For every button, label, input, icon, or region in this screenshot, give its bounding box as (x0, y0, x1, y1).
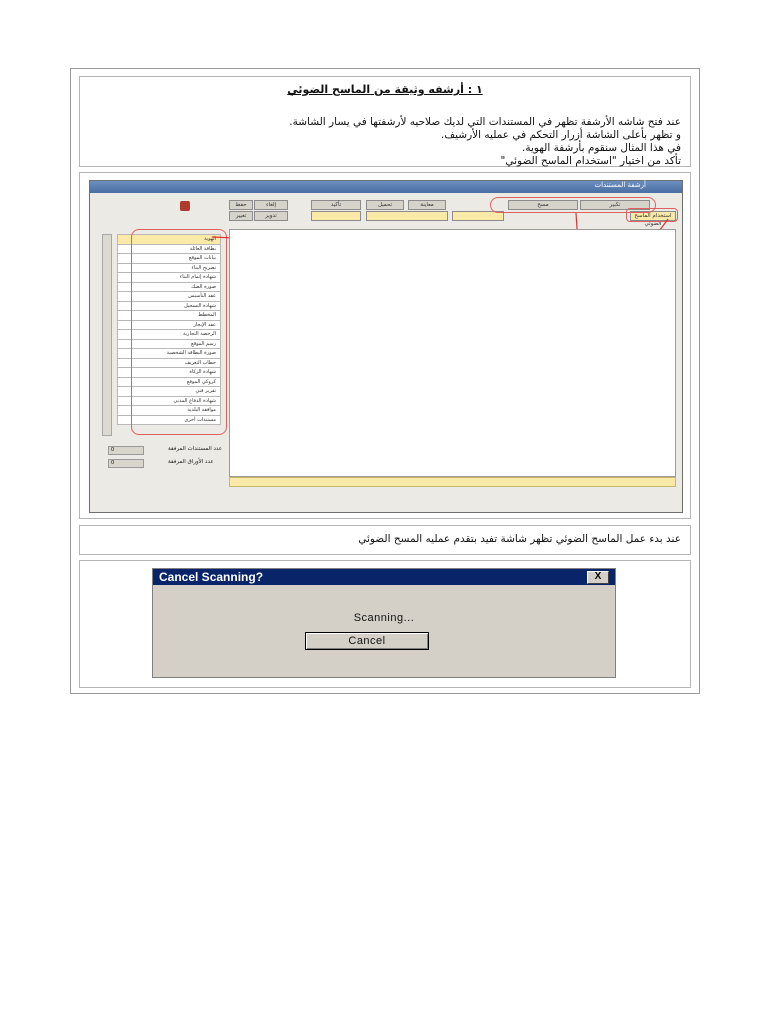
list-item[interactable]: تصريح البناء (117, 264, 221, 274)
list-item[interactable]: تقرير فني (117, 387, 221, 397)
list-item[interactable]: كروكي الموقع (117, 378, 221, 388)
preview-area (229, 229, 676, 477)
toolbar-btn-9[interactable]: تكبير (580, 200, 650, 210)
intro-line-4: تأكد من اختيار "استخدام الماسح الضوئي" (500, 155, 681, 167)
list-item[interactable]: صورة البطاقة الشخصية (117, 349, 221, 359)
toolbar-btn-8[interactable]: مسح (508, 200, 578, 210)
list-item[interactable]: شهادة التسجيل (117, 302, 221, 312)
list-item[interactable]: شهادة الدفاع المدني (117, 397, 221, 407)
list-item[interactable]: شهادة إتمام البناء (117, 273, 221, 283)
toolbar-btn-2[interactable]: إلغاء (254, 200, 288, 210)
list-item[interactable]: صورة الصك (117, 283, 221, 293)
archive-app-screenshot (89, 180, 683, 513)
cancel-scanning-dialog (152, 568, 616, 678)
status-bar (229, 477, 676, 487)
toolbar-btn-3[interactable]: تغيير (229, 211, 253, 221)
list-item[interactable]: شهادة الزكاة (117, 368, 221, 378)
dialog-title: Cancel Scanning? (159, 570, 264, 584)
close-icon[interactable]: X (587, 571, 609, 584)
note-cell (79, 525, 691, 555)
app-title: أرشفة المستندات (594, 181, 646, 189)
toolbar-btn-6[interactable]: تحميل (366, 200, 404, 210)
document-frame (70, 68, 700, 694)
list-item[interactable]: مستندات أخرى (117, 416, 221, 426)
list-item[interactable]: عقد الإيجار (117, 321, 221, 331)
toolbar-btn-4[interactable]: تدوير (254, 211, 288, 221)
list-item[interactable]: عقد التأسيس (117, 292, 221, 302)
stat-pages-value: 0 (108, 459, 144, 468)
list-item[interactable]: بيانات الموقع (117, 254, 221, 264)
dialog-cell (79, 560, 691, 688)
list-item[interactable]: الرخصة التجارية (117, 330, 221, 340)
screenshot-cell (79, 172, 691, 519)
stat-pages-label: عدد الأوراق المرفقة (168, 459, 214, 465)
scanner-checkbox[interactable]: استخدام الماسح الضوئي (630, 211, 676, 221)
list-item[interactable]: الهوية (117, 234, 221, 245)
cancel-button[interactable]: Cancel (305, 632, 429, 650)
list-item[interactable]: بطاقة العائلة (117, 245, 221, 255)
toolbar-btn-1[interactable]: حفظ (229, 200, 253, 210)
list-item[interactable]: خطاب التعريف (117, 359, 221, 369)
list-item[interactable]: المخطط (117, 311, 221, 321)
intro-cell (79, 76, 691, 167)
intro-line-2: و تظهر بأعلى الشاشة أزرار التحكم في عمليه الأرشيف. (440, 129, 681, 141)
intro-line-3: في هذا المثال سنقوم بأرشفة الهوية. (521, 142, 681, 154)
scanning-note: عند بدء عمل الماسح الضوئي تظهر شاشة تفيد بتقدم عمليه المسح الضوئي (358, 533, 681, 545)
list-item[interactable]: موافقة البلدية (117, 406, 221, 416)
toolbar-btn-7[interactable]: معاينة (408, 200, 446, 210)
dialog-message: Scanning... (353, 612, 415, 624)
intro-line-1: عند فتح شاشه الأرشفة تظهر في المستندات التي لديك صلاحيه لأرشفتها في يسار الشاشة. (289, 116, 681, 128)
list-item[interactable]: رسم الموقع (117, 340, 221, 350)
stat-docs-value: 0 (108, 446, 144, 455)
dialog-titlebar (153, 569, 615, 585)
toolbar-btn-5[interactable]: تأكيد (311, 200, 361, 210)
section-heading: ١ : أرشفه وثيقة من الماسح الضوئي (287, 83, 483, 96)
stat-docs-label: عدد المستندات المرفقة (168, 446, 223, 452)
